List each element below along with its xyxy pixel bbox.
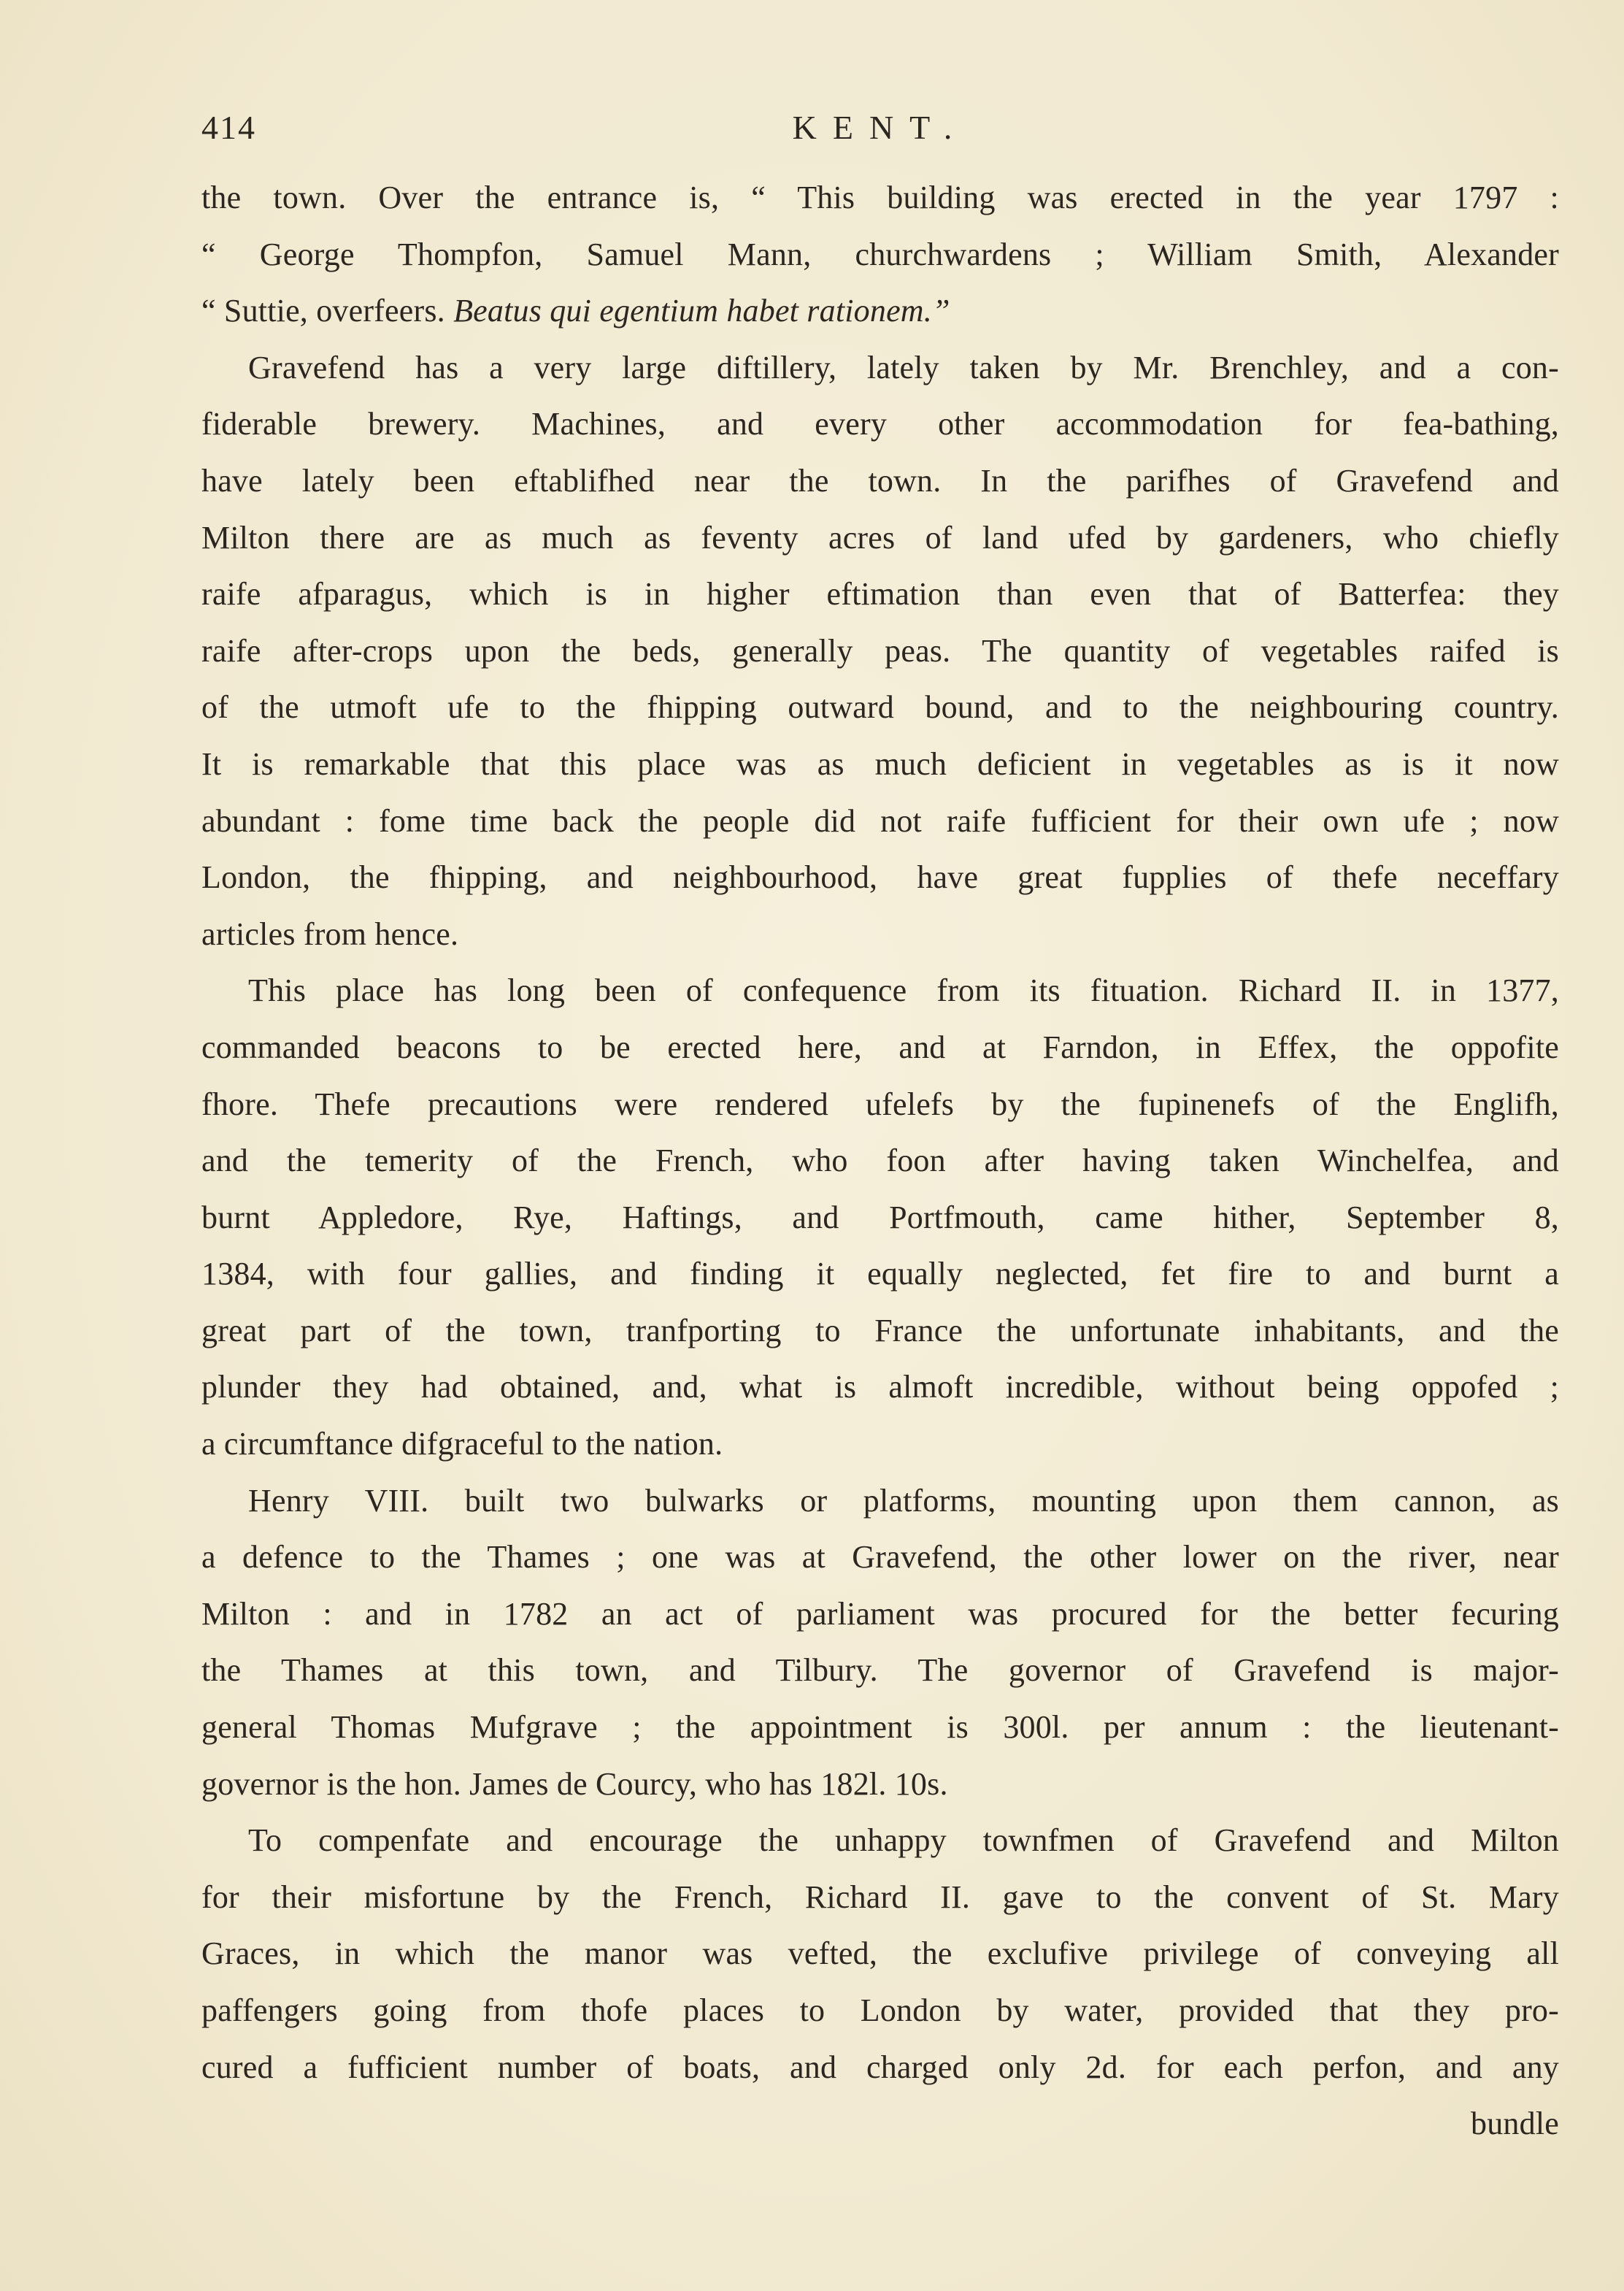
text-line: raife afparagus, which is in higher eftimation than even that of Batterfea: they xyxy=(201,576,1559,613)
catchword: bundle xyxy=(1471,2106,1559,2142)
text-line: Gravefend has a very large diftillery, lately taken by Mr. Brenchley, and a con- xyxy=(248,349,1559,385)
latin-motto: Beatus qui egentium habet rationem.” xyxy=(453,293,950,329)
text-line: It is remarkable that this place was as much deficient in vegetables as is it now xyxy=(201,745,1559,782)
text-line: Milton : and in 1782 an act of parliament was procured for the better fecuring xyxy=(201,1595,1559,1632)
page-number: 414 xyxy=(201,109,256,146)
text-line: Graces, in which the manor was vefted, the exclufive privilege of conveying all xyxy=(201,1935,1559,1972)
text-line: general Thomas Mufgrave ; the appointment is 300l. per annum : the lieutenant- xyxy=(201,1709,1559,1746)
text-line: governor is the hon. James de Courcy, who has 182l. 10s. xyxy=(201,1765,948,1802)
text-line-roman: “ Suttie, overfeers. xyxy=(201,293,445,329)
text-line: great part of the town, tranfporting to France the unfortunate inhabitants, and the xyxy=(201,1312,1559,1348)
text-line: abundant : fome time back the people did not raife fufficient for their own ufe ; now xyxy=(201,802,1559,839)
text-line: To compenfate and encourage the unhappy townfmen of Gravefend and Milton xyxy=(248,1822,1559,1859)
text-line: fhore. Thefe precautions were rendered ufelefs by the fupinenefs of the Englifh, xyxy=(201,1086,1559,1122)
text-line: burnt Appledore, Rye, Haftings, and Portfmouth, came hither, September 8, xyxy=(201,1199,1559,1235)
body-text xyxy=(201,169,1559,2152)
text-line: have lately been eftablifhed near the town. In the parifhes of Gravefend and xyxy=(201,462,1559,499)
text-line: a defence to the Thames ; one was at Gravefend, the other lower on the river, near xyxy=(201,1539,1559,1576)
text-line: a circumftance difgraceful to the nation. xyxy=(201,1426,723,1462)
text-line: plunder they had obtained, and, what is almoft incredible, without being oppofed ; xyxy=(201,1369,1559,1405)
text-line: articles from hence. xyxy=(201,916,459,952)
text-line: “ George Thompfon, Samuel Mann, churchwardens ; William Smith, Alexander xyxy=(201,236,1559,272)
text-line: for their misfortune by the French, Richard II. gave to the convent of St. Mary xyxy=(201,1879,1559,1915)
text-line: and the temerity of the French, who foon after having taken Winchelfea, and xyxy=(201,1143,1559,1179)
text-line: London, the fhipping, and neighbourhood, have great fupplies of thefe neceffary xyxy=(201,859,1559,896)
text-line: the town. Over the entrance is, “ This building was erected in the year 1797 : xyxy=(201,180,1559,215)
text-line xyxy=(201,283,1559,339)
text-line: fiderable brewery. Machines, and every other accommodation for fea-bathing, xyxy=(201,406,1559,442)
text-line: 1384, with four gallies, and finding it equally neglected, fet fire to and burnt a xyxy=(201,1256,1559,1292)
text-line: of the utmoft ufe to the fhipping outward bound, and to the neighbouring country. xyxy=(201,689,1559,726)
page-header xyxy=(201,108,1559,159)
text-line: This place has long been of confequence from its fituation. Richard II. in 1377, xyxy=(248,972,1559,1009)
text-line: paffengers going from thofe places to London by water, provided that they pro- xyxy=(201,1992,1559,2028)
text-line: commanded beacons to be erected here, and at Farndon, in Effex, the oppofite xyxy=(201,1029,1559,1065)
text-line: the Thames at this town, and Tilbury. The governor of Gravefend is major- xyxy=(201,1652,1559,1689)
running-head: KENT. xyxy=(792,109,969,146)
text-line: Milton there are as much as feventy acres of land ufed by gardeners, who chiefly xyxy=(201,519,1559,556)
text-line: Henry VIII. built two bulwarks or platforms, mounting upon them cannon, as xyxy=(248,1482,1559,1519)
text-line: cured a fufficient number of boats, and charged only 2d. for each perfon, and any xyxy=(201,2049,1559,2085)
text-line: raife after-crops upon the beds, generally peas. The quantity of vegetables raifed is xyxy=(201,632,1559,669)
